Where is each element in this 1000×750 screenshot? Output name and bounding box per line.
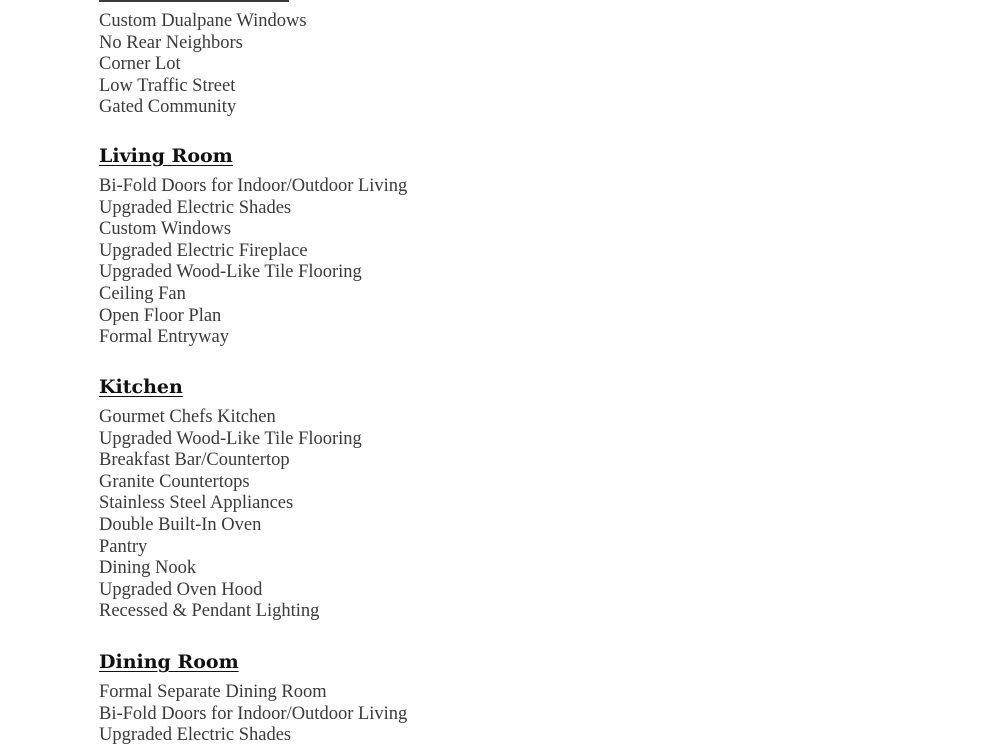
section-dining-room	[99, 650, 407, 747]
list-item: Upgraded Wood-Like Tile Flooring	[99, 262, 362, 283]
list-item: Upgraded Electric Shades	[99, 725, 292, 746]
list-item: Breakfast Bar/Countertop	[99, 450, 290, 471]
list-item: Low Traffic Street	[99, 75, 236, 96]
list-item: Bi-Fold Doors for Indoor/Outdoor Living	[99, 176, 408, 196]
list-item: Upgraded Electric Shades	[99, 197, 292, 218]
list-item: Dining Nook	[99, 558, 197, 579]
section-kitchen	[99, 375, 362, 623]
section-heading: Living Room	[99, 145, 233, 167]
list-item: Formal Entryway	[99, 327, 229, 348]
section-living-room	[99, 144, 407, 349]
list-item: Custom Windows	[99, 219, 232, 240]
list-item: Double Built-In Oven	[99, 514, 262, 535]
partial-heading-underline	[99, 0, 289, 2]
section-heading: Kitchen	[99, 376, 183, 398]
list-item: Bi-Fold Doors for Indoor/Outdoor Living	[99, 703, 408, 724]
exterior-list	[99, 11, 307, 119]
kitchen-list	[99, 407, 362, 623]
list-item: Open Floor Plan	[99, 305, 222, 326]
list-item: Upgraded Oven Hood	[99, 579, 263, 600]
list-item: Upgraded Electric Fireplace	[99, 240, 308, 261]
section-exterior	[99, 11, 307, 119]
list-item: Ceiling Fan	[99, 283, 186, 304]
list-item: Recessed & Pendant Lighting	[99, 601, 320, 622]
list-item: Gourmet Chefs Kitchen	[99, 407, 276, 427]
list-item: Stainless Steel Appliances	[99, 493, 294, 514]
list-item: Upgraded Wood-Like Tile Flooring	[99, 428, 362, 449]
list-item: Formal Separate Dining Room	[99, 682, 327, 702]
list-item: Custom Dualpane Windows	[99, 11, 307, 31]
list-item: Pantry	[99, 536, 148, 557]
list-item: Corner Lot	[99, 54, 181, 75]
list-item: Gated Community	[99, 97, 237, 118]
list-item: Granite Countertops	[99, 471, 250, 492]
living-room-list	[99, 176, 407, 349]
section-heading: Dining Room	[99, 651, 239, 673]
list-item: No Rear Neighbors	[99, 32, 243, 53]
dining-room-list	[99, 682, 407, 747]
